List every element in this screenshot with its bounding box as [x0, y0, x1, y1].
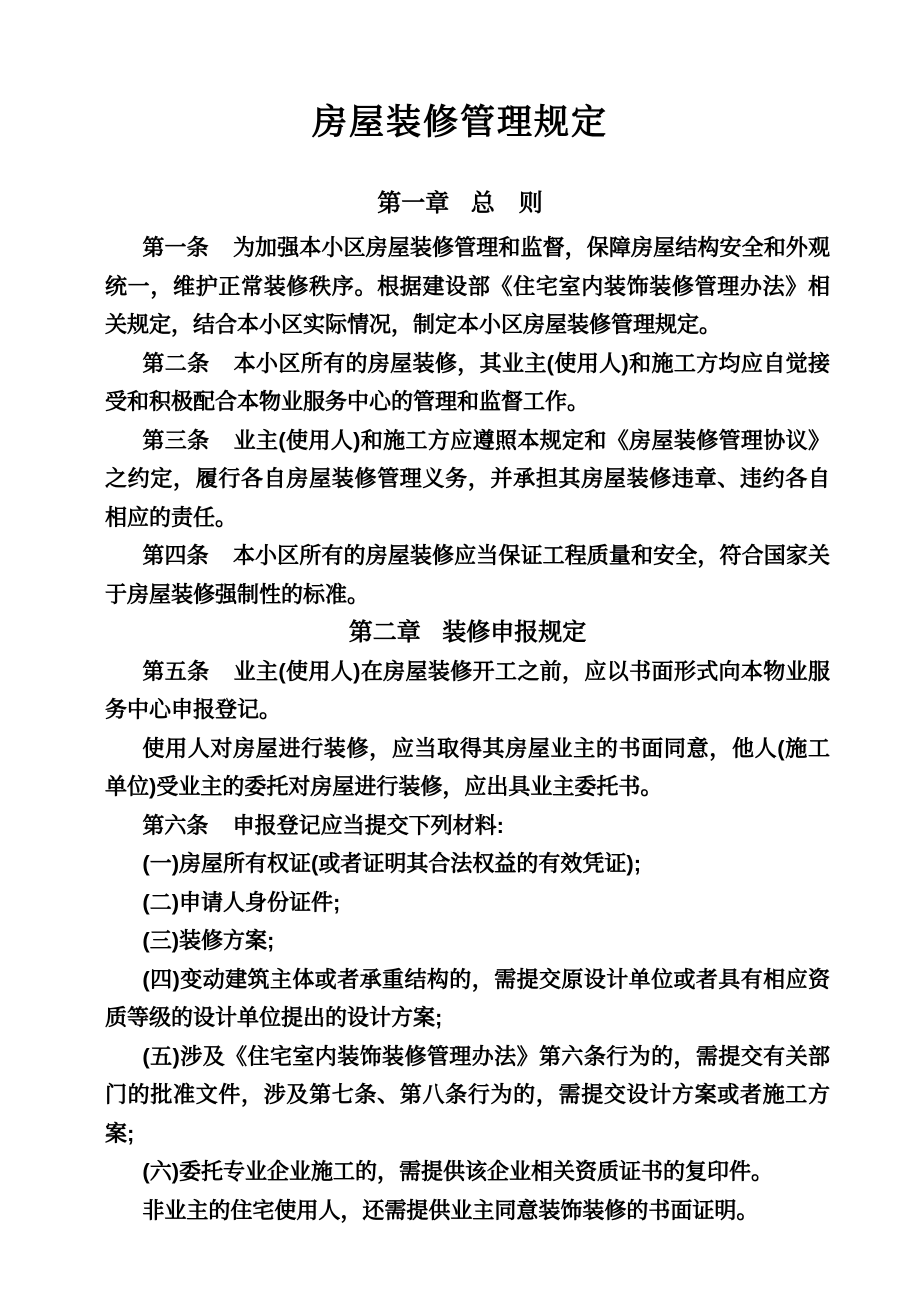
chapter-2-title: 装修申报规定	[442, 619, 587, 646]
paragraph-user-consent	[105, 730, 830, 807]
article-1-label: 第一条	[142, 235, 209, 260]
chapter-1-heading	[0, 190, 920, 218]
article-4	[105, 537, 830, 614]
list-item-3	[105, 922, 830, 961]
list-item-1-text: (一)房屋所有权证(或者证明其合法权益的有效凭证);	[142, 851, 642, 876]
article-2-label: 第二条	[142, 350, 210, 376]
list-item-2-text: (二)申请人身份证件;	[142, 889, 341, 915]
article-2-text: 本小区所有的房屋装修，其业主(使用人)和施工方均应自觉接受和积极配合本物业服务中心的管理和监督工作。	[105, 350, 830, 414]
page-title: 房屋装修管理规定	[311, 103, 608, 142]
paragraph-user-consent-text: 使用人对房屋进行装修，应当取得其房屋业主的书面同意，他人(施工单位)受业主的委托对房屋进行装修，应出具业主委托书。	[105, 735, 830, 799]
list-item-4-text: (四)变动建筑主体或者承重结构的，需提交原设计单位或者具有相应资质等级的设计单位提出的设计方案;	[105, 966, 830, 1030]
chapter-2-heading	[105, 614, 830, 653]
article-6-text: 申报登记应当提交下列材料:	[232, 812, 504, 838]
article-1-text: 为加强本小区房屋装修管理和监督，保障房屋结构安全和外观统一，维护正常装修秩序。根据建设部《住宅室内装饰装修管理办法》相关规定，结合本小区实际情况，制定本小区房屋装修管理规定。	[105, 235, 830, 337]
list-item-1	[105, 845, 830, 884]
article-2	[105, 345, 830, 422]
article-5	[105, 653, 830, 730]
list-item-3-text: (三)装修方案;	[142, 928, 275, 953]
article-4-label: 第四条	[142, 543, 209, 568]
paragraph-non-owner-text: 非业主的住宅使用人，还需提供业主同意装饰装修的书面证明。	[142, 1197, 759, 1223]
document-body	[0, 229, 920, 1230]
chapter-1-title: 总 则	[470, 190, 543, 217]
article-3-text: 业主(使用人)和施工方应遵照本规定和《房屋装修管理协议》之约定，履行各自房屋装修管理义务，并承担其房屋装修违章、违约各自相应的责任。	[105, 427, 830, 530]
list-item-6	[105, 1153, 830, 1192]
article-4-text: 本小区所有的房屋装修应当保证工程质量和安全，符合国家关于房屋装修强制性的标准。	[105, 543, 830, 607]
chapter-2-number: 第二章	[348, 619, 421, 646]
list-item-5-text: (五)涉及《住宅室内装饰装修管理办法》第六条行为的，需提交有关部门的批准文件，涉及第七条、第八条行为的，需提交设计方案或者施工方案;	[105, 1043, 830, 1146]
list-item-2	[105, 884, 830, 923]
article-5-label: 第五条	[142, 658, 210, 684]
paragraph-non-owner	[105, 1192, 830, 1231]
list-item-4	[105, 961, 830, 1038]
list-item-6-text: (六)委托专业企业施工的，需提供该企业相关资质证书的复印件。	[142, 1159, 774, 1184]
article-6	[105, 807, 830, 846]
article-3	[105, 422, 830, 538]
article-3-label: 第三条	[142, 427, 210, 453]
chapter-1-number: 第一章	[377, 190, 450, 217]
article-1	[105, 229, 830, 345]
list-item-5	[105, 1038, 830, 1154]
article-6-label: 第六条	[142, 812, 209, 838]
article-5-text: 业主(使用人)在房屋装修开工之前，应以书面形式向本物业服务中心申报登记。	[105, 658, 830, 722]
